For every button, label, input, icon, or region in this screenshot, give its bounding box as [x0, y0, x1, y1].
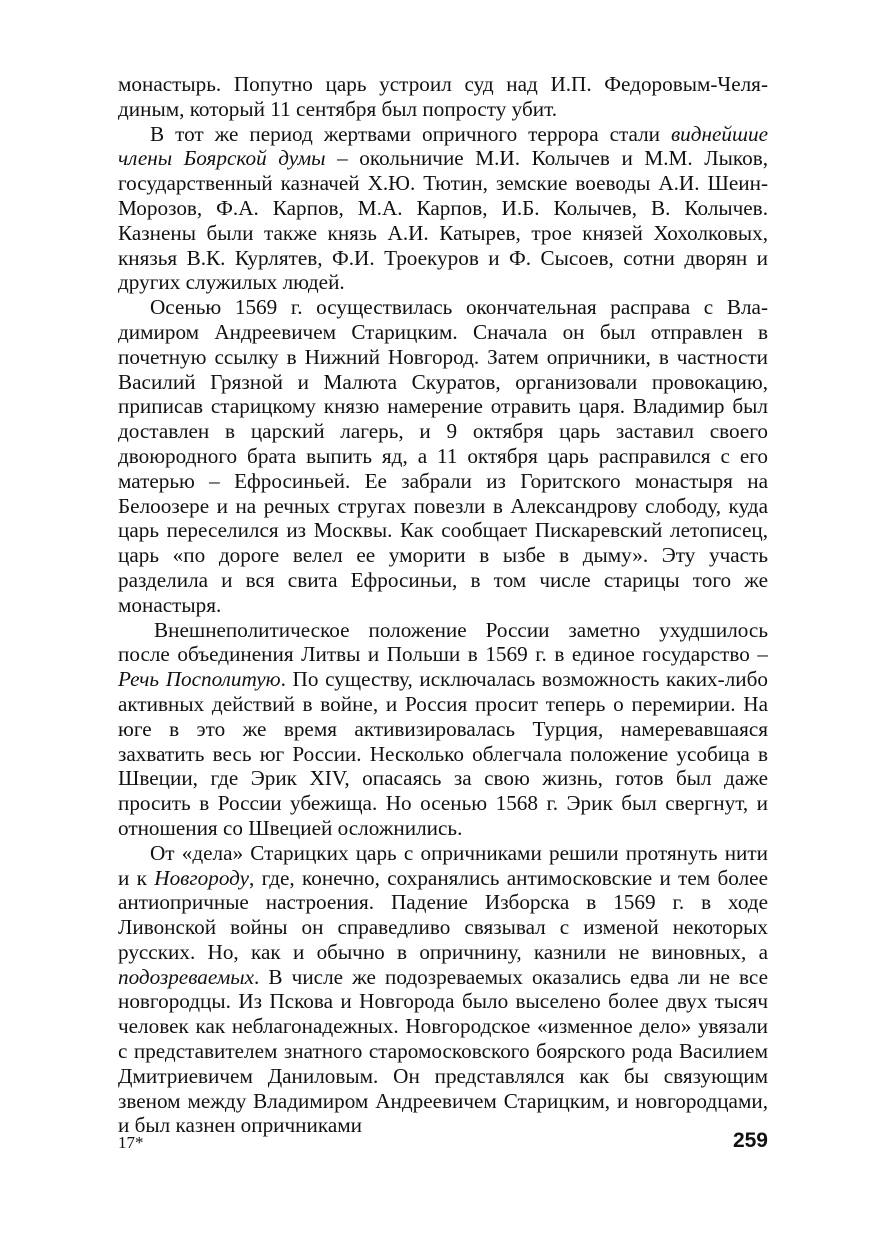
paragraph-2 [118, 122, 768, 296]
paragraph-5-text-a: От «дела» Старицких царь с опричниками решили протянуть нити и к [118, 840, 768, 890]
paragraph-3-text: Осенью 1569 г. осуществилась окончательная расправа с Владимиром Андреевичем Старицким. Сначала он был отправлен в почетную ссылку в Нижний Новгород. Затем опричники, в частности Василий Грязной и Малюта Скуратов, организовали провокацию, приписав старицкому князю намерение отравить царя. Владимир был доставлен в царский лагерь, и 9 октября царь заставил своего двоюродного брата выпить яд, а 11 октября царь расправился с его матерью – Ефросиньей. Ее забрали из Горитского монастыря на Белоозере и на речных стругах повезли в Александрову слободу, куда царь переселился из Москвы. Как сообщает Пискаревский летописец, царь «по дороге велел ее уморити в ызбе в дыму». Эту участь разделила и вся свита Ефросиньи, в том числе старицы того же монастыря. [118, 295, 768, 617]
paragraph-3 [118, 295, 768, 617]
page-footer [118, 1129, 768, 1163]
paragraph-4-italic: Речь Посполитую [118, 667, 281, 692]
paragraph-2-text-b: – окольничие М.И. Колычев и М.М. Лыков, государственный казначей Х.Ю. Тютин, земские воеводы А.И. Шеин-Морозов, Ф.А. Карпов, М.А. Карпов, И.Б. Колычев, В. Колычев. Казнены были также князь А.И. Катырев, трое князей Хохолковых, князья В.К. Курлятев, Ф.И. Троекуров и Ф. Сысоев, сотни дворян и других служилых людей. [118, 146, 768, 295]
paragraph-2-italic: виднейшие члены Боярской думы [118, 121, 768, 171]
paragraph-5-text-b: , где, конечно, сохранялись антимосковские и тем более антиопричные настроения. Падение Изборска в 1569 г. в ходе Ливонской войны он справедливо связывал с изменой некоторых русских. Но, как и обычно в опричнину, казнили не виновных, а [118, 865, 768, 964]
paragraph-1 [118, 72, 768, 122]
paragraph-5-italic-b: подозреваемых [118, 964, 255, 989]
paragraph-4-text-b: . По существу, исключалась возможность каких-либо активных действий в войне, и Россия просит теперь о перемирии. На юге в это же время активизировалась Турция, намеревавшаяся захватить весь юг России. Несколько облегчала положение усобица в Швеции, где Эрик XIV, опасаясь за свою жизнь, готов был даже просить в России убежища. Но осенью 1568 г. Эрик был свергнут, и отношения со Швецией осложнились. [118, 667, 768, 840]
paragraph-1-text: монастырь. Попутно царь устроил суд над И.П. Федоровым-Челядиным, который 11 сентября был попросту убит. [118, 72, 768, 121]
paragraph-5-text-c: . В числе же подозреваемых оказались едва ли не все новгородцы. Из Пскова и Новгорода было выселено более двух тысяч человек как неблагонадежных. Новгородское «изменное дело» увязали с представителем знатного старомосковского боярского рода Василием Дмитриевичем Даниловым. Он представлялся как бы связующим звеном между Владимиром Андреевичем Старицким, и новгородцами, и был казнен опричниками [118, 964, 768, 1138]
page-number: 259 [732, 1129, 768, 1152]
signature-mark: 17* [118, 1133, 144, 1152]
paragraph-5-italic-a: Новгороду [154, 865, 249, 890]
paragraph-4 [118, 618, 768, 841]
page-body [118, 72, 768, 1138]
paragraph-5 [118, 841, 768, 1139]
paragraph-4-text-a: Внешнеполитическое положение России заметно ухудшилось после объединения Литвы и Польши в 1569 г. в единое государство – [118, 617, 768, 667]
paragraph-2-text-a: В тот же период жертвами опричного террора стали [150, 121, 671, 146]
